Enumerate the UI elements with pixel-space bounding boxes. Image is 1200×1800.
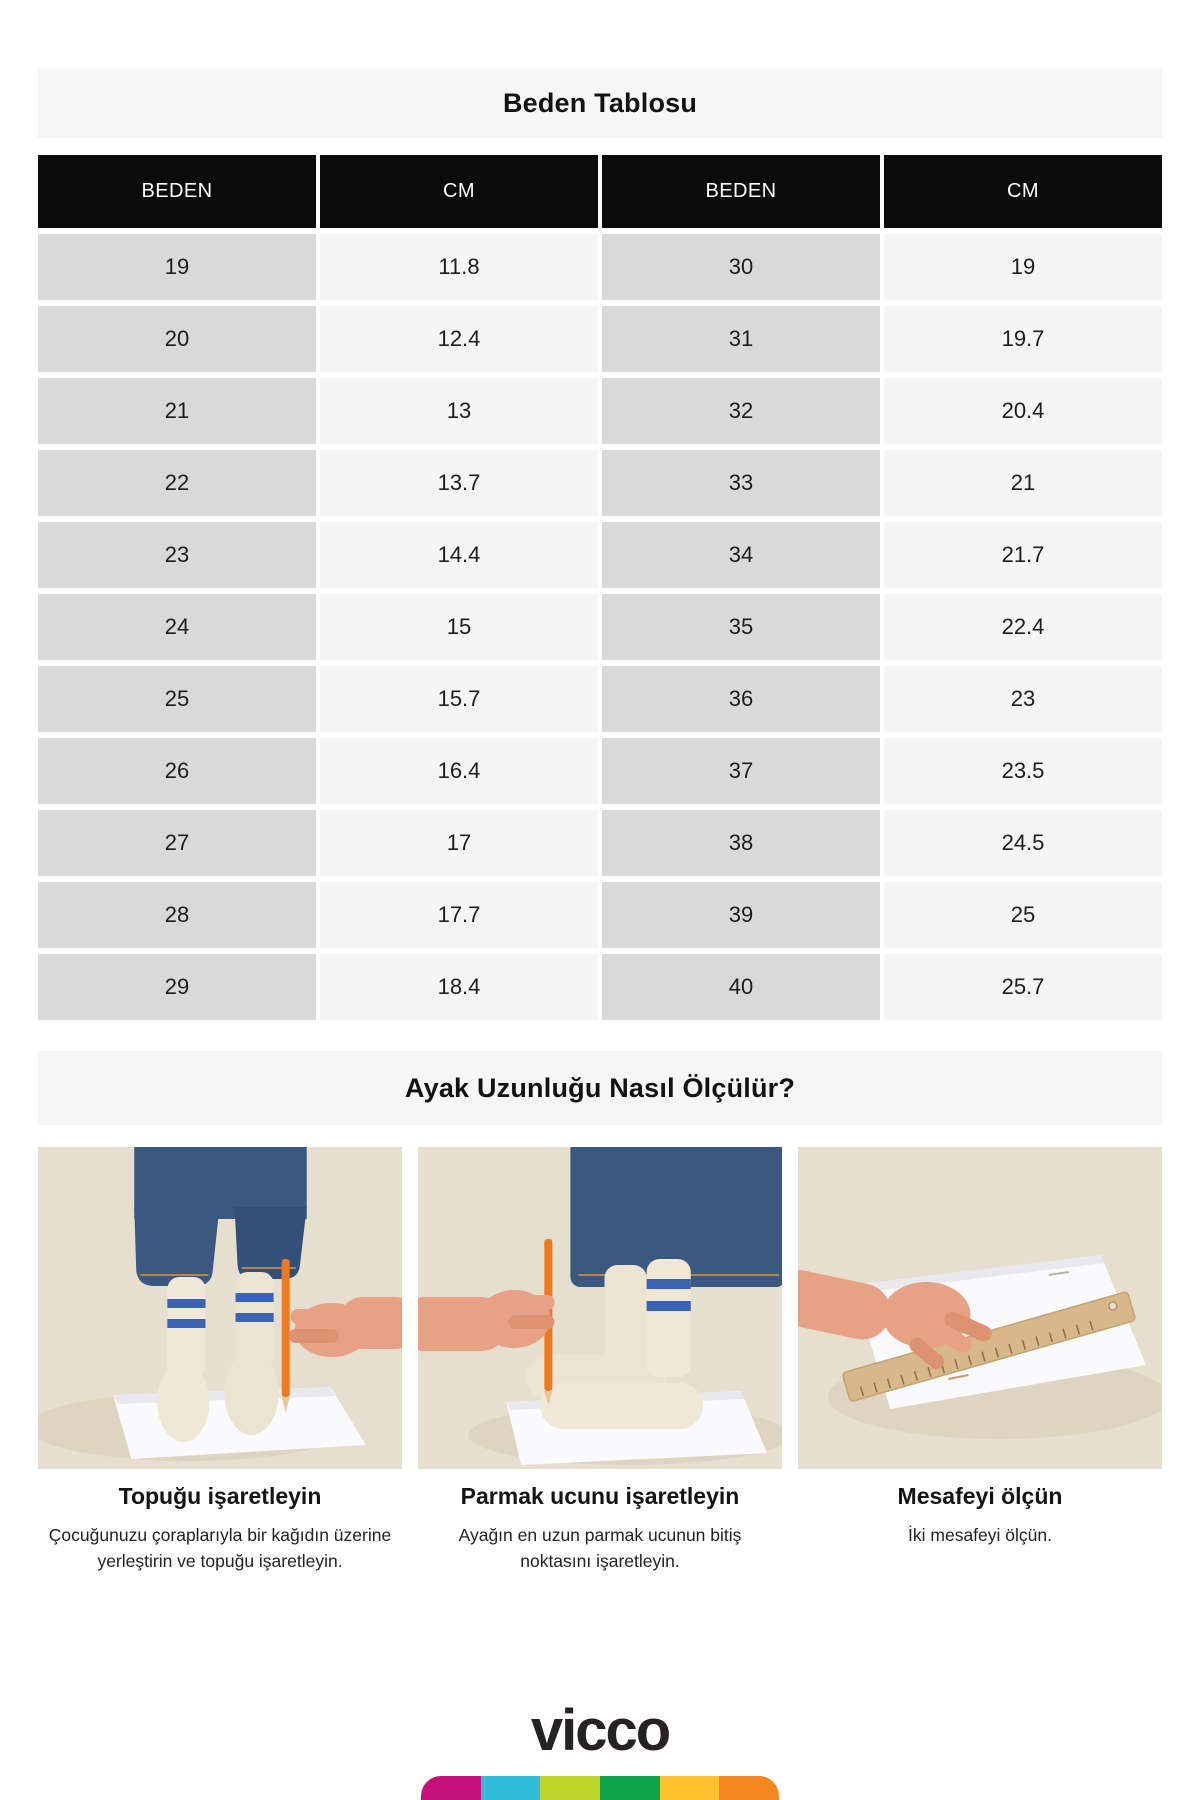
cm-value-cell: 15.7	[320, 666, 598, 732]
size-value-cell: 24	[38, 594, 316, 660]
cm-value-cell: 23.5	[884, 738, 1162, 804]
size-value-cell: 28	[38, 882, 316, 948]
size-chart-title: Beden Tablosu	[502, 87, 698, 118]
brand-bar-segment	[660, 1776, 720, 1800]
cm-value-cell: 24.5	[884, 810, 1162, 876]
cm-value-cell: 16.4	[320, 738, 598, 804]
cm-value-cell: 19	[884, 234, 1162, 300]
size-value-cell: 20	[38, 306, 316, 372]
cm-value-cell: 14.4	[320, 522, 598, 588]
size-value-cell: 31	[602, 306, 880, 372]
size-value-cell: 29	[38, 954, 316, 1020]
measure-section-title: Ayak Uzunluğu Nasıl Ölçülür?	[404, 1072, 796, 1103]
size-value-cell: 25	[38, 666, 316, 732]
cm-value-cell: 25.7	[884, 954, 1162, 1020]
size-value-cell: 26	[38, 738, 316, 804]
cm-value-cell: 11.8	[320, 234, 598, 300]
step-description: İki mesafeyi ölçün.	[908, 1525, 1052, 1545]
measure-step-captions	[38, 1483, 1162, 1575]
size-value-cell: 23	[38, 522, 316, 588]
brand-bar-segment	[719, 1776, 779, 1800]
size-value-cell: 30	[602, 234, 880, 300]
size-value-cell: 40	[602, 954, 880, 1020]
column-header: BEDEN	[38, 155, 316, 228]
size-value-cell: 22	[38, 450, 316, 516]
step-title: Topuğu işaretleyin	[118, 1483, 322, 1509]
size-table	[38, 155, 1162, 1020]
measure-distance-illustration	[798, 1147, 1162, 1469]
step-description: Ayağın en uzun parmak ucunun bitiş noktasını işaretleyin.	[458, 1525, 742, 1572]
step-description: Çocuğunuzu çoraplarıyla bir kağıdın üzerine yerleştirin ve topuğu işaretleyin.	[48, 1525, 392, 1572]
size-value-cell: 37	[602, 738, 880, 804]
mark-toe-photo	[418, 1147, 782, 1469]
cm-value-cell: 23	[884, 666, 1162, 732]
step-title: Mesafeyi ölçün	[897, 1483, 1063, 1509]
mark-toe-illustration	[418, 1147, 782, 1469]
cm-value-cell: 25	[884, 882, 1162, 948]
cm-value-cell: 21.7	[884, 522, 1162, 588]
size-value-cell: 39	[602, 882, 880, 948]
measure-distance-photo	[798, 1147, 1162, 1469]
brand-bar-segment	[421, 1776, 481, 1800]
column-header: CM	[884, 155, 1162, 228]
size-value-cell: 32	[602, 378, 880, 444]
step-title: Parmak ucunu işaretleyin	[460, 1483, 740, 1509]
size-value-cell: 36	[602, 666, 880, 732]
brand-bar-segment	[481, 1776, 541, 1800]
size-value-cell: 21	[38, 378, 316, 444]
cm-value-cell: 20.4	[884, 378, 1162, 444]
cm-value-cell: 12.4	[320, 306, 598, 372]
measure-step-photos	[38, 1147, 1162, 1469]
mark-heel-photo	[38, 1147, 402, 1469]
cm-value-cell: 19.7	[884, 306, 1162, 372]
size-value-cell: 33	[602, 450, 880, 516]
cm-value-cell: 13.7	[320, 450, 598, 516]
cm-value-cell: 13	[320, 378, 598, 444]
measure-section-banner	[38, 1051, 1162, 1125]
size-value-cell: 35	[602, 594, 880, 660]
size-value-cell: 19	[38, 234, 316, 300]
step-mark-heel	[38, 1483, 402, 1575]
column-header: CM	[320, 155, 598, 228]
cm-value-cell: 15	[320, 594, 598, 660]
cm-value-cell: 21	[884, 450, 1162, 516]
size-chart-banner	[38, 68, 1162, 138]
cm-value-cell: 22.4	[884, 594, 1162, 660]
cm-value-cell: 17	[320, 810, 598, 876]
brand-color-bar	[421, 1776, 779, 1800]
cm-value-cell: 18.4	[320, 954, 598, 1020]
cm-value-cell: 17.7	[320, 882, 598, 948]
size-value-cell: 38	[602, 810, 880, 876]
step-measure-distance	[798, 1483, 1162, 1575]
column-header: BEDEN	[602, 155, 880, 228]
vicco-logo: vicco	[530, 1698, 670, 1763]
brand-bar-segment	[540, 1776, 600, 1800]
size-value-cell: 34	[602, 522, 880, 588]
mark-heel-illustration	[38, 1147, 402, 1469]
brand-bar-segment	[600, 1776, 660, 1800]
step-mark-toe	[418, 1483, 782, 1575]
size-value-cell: 27	[38, 810, 316, 876]
